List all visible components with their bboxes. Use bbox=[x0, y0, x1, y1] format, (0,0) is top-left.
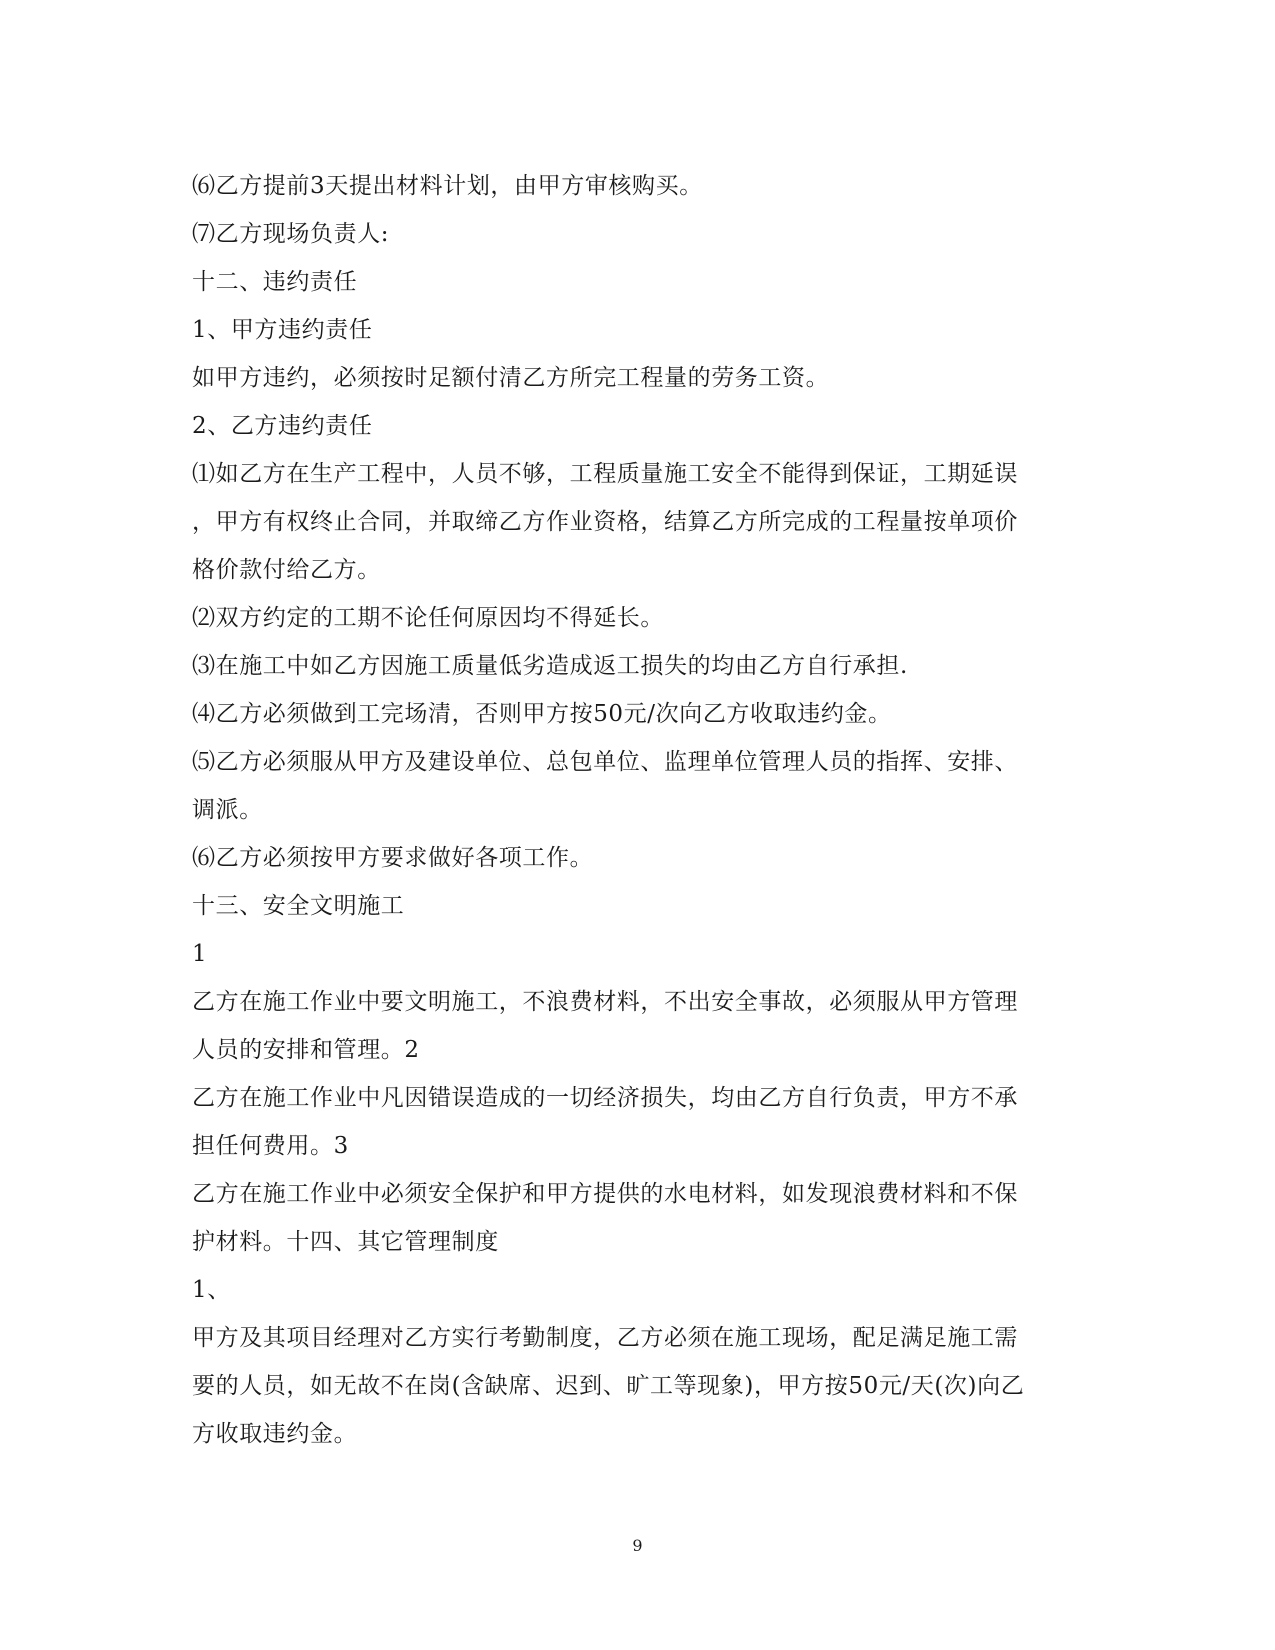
text-line: ⑴如乙方在生产工程中，人员不够，工程质量施工安全不能得到保证，工期延误 bbox=[192, 461, 1018, 487]
text-line: ⑷乙方必须做到工完场清，否则甲方按50元/次向乙方收取违约金。 bbox=[192, 701, 892, 727]
text-line: 人员的安排和管理。2 bbox=[192, 1037, 420, 1063]
text-line: ⑵双方约定的工期不论任何原因均不得延长。 bbox=[192, 605, 664, 631]
text-line: ，甲方有权终止合同，并取缔乙方作业资格，结算乙方所完成的工程量按单项价 bbox=[192, 509, 1018, 535]
text-line: 方收取违约金。 bbox=[192, 1421, 358, 1447]
text-line: 格价款付给乙方。 bbox=[192, 557, 381, 583]
page-number: 9 bbox=[632, 1536, 643, 1555]
text-line: 甲方及其项目经理对乙方实行考勤制度，乙方必须在施工现场，配足满足施工需 bbox=[192, 1325, 1018, 1351]
text-line: 乙方在施工作业中必须安全保护和甲方提供的水电材料，如发现浪费材料和不保 bbox=[192, 1181, 1018, 1207]
text-line: ⑸乙方必须服从甲方及建设单位、总包单位、监理单位管理人员的指挥、安排、 bbox=[192, 749, 1018, 775]
section-heading: 十二、违约责任 bbox=[192, 269, 358, 295]
text-line: 1 bbox=[192, 941, 208, 967]
text-line: 调派。 bbox=[192, 797, 263, 823]
text-line: ⑹乙方提前3天提出材料计划，由甲方审核购买。 bbox=[192, 173, 703, 199]
section-heading: 十三、安全文明施工 bbox=[192, 893, 405, 919]
text-line: 乙方在施工作业中要文明施工，不浪费材料，不出安全事故，必须服从甲方管理 bbox=[192, 989, 1018, 1015]
text-line: 如甲方违约，必须按时足额付清乙方所完工程量的劳务工资。 bbox=[192, 365, 830, 391]
text-line: 要的人员，如无故不在岗(含缺席、迟到、旷工等现象)，甲方按50元/天(次)向乙 bbox=[192, 1373, 1025, 1399]
text-line: ⑶在施工中如乙方因施工质量低劣造成返工损失的均由乙方自行承担. bbox=[192, 653, 908, 679]
subsection-heading: 1、甲方违约责任 bbox=[192, 317, 373, 343]
text-line: ⑺乙方现场负责人: bbox=[192, 221, 390, 247]
document-body bbox=[192, 162, 1082, 1458]
text-line: 护材料。十四、其它管理制度 bbox=[192, 1229, 499, 1255]
subsection-heading: 2、乙方违约责任 bbox=[192, 413, 373, 439]
text-line: 乙方在施工作业中凡因错误造成的一切经济损失，均由乙方自行负责，甲方不承 bbox=[192, 1085, 1018, 1111]
text-line: 1、 bbox=[192, 1277, 231, 1303]
text-line: 担任何费用。3 bbox=[192, 1133, 349, 1159]
text-line: ⑹乙方必须按甲方要求做好各项工作。 bbox=[192, 845, 594, 871]
